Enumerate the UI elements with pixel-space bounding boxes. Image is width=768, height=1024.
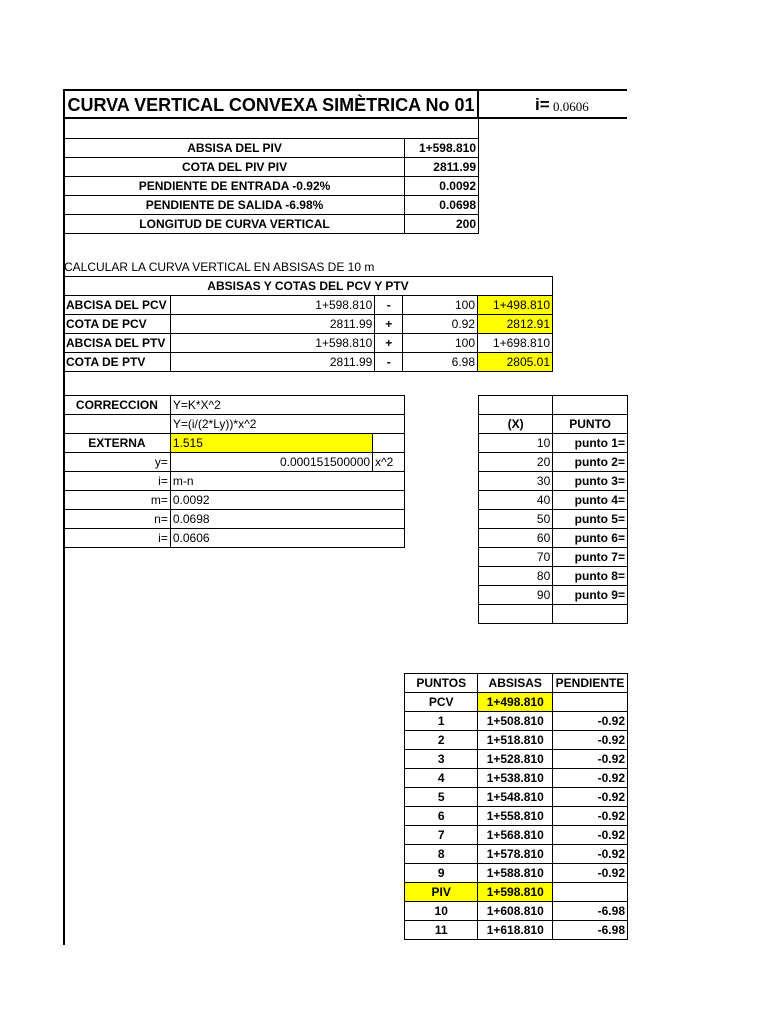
punto-absisa: 1+508.810 — [478, 712, 553, 731]
y-value: 0.000151500000 — [170, 453, 372, 472]
pendiente-header: PENDIENTE — [553, 674, 628, 693]
piv-table — [64, 138, 479, 234]
punto-pendiente: -6.98 — [553, 921, 628, 940]
x-value: 80 — [479, 567, 553, 586]
punto-label: punto 5= — [553, 510, 628, 529]
x-table-row — [479, 491, 628, 510]
punto-pendiente: -0.92 — [553, 712, 628, 731]
x-value: 90 — [479, 586, 553, 605]
n-label: n= — [64, 510, 171, 529]
externa-value: 1.515 — [170, 434, 372, 453]
punto-label: punto 3= — [553, 472, 628, 491]
x-value: 60 — [479, 529, 553, 548]
puntos-row — [405, 788, 628, 807]
correccion-table — [63, 395, 405, 548]
row-result: 1+498.810 — [478, 296, 553, 315]
y-label: y= — [64, 453, 171, 472]
punto-header: PUNTO — [553, 415, 628, 434]
pcv-ptv-header: ABSISAS Y COTAS DEL PCV Y PTV — [64, 277, 553, 296]
punto-pendiente — [553, 693, 628, 712]
pcv-ptv-table — [63, 276, 553, 372]
puntos-row — [405, 826, 628, 845]
piv-label: LONGITUD DE CURVA VERTICAL — [65, 215, 405, 234]
page-title: CURVA VERTICAL CONVEXA SIMÈTRICA No 01 — [67, 95, 475, 115]
piv-row — [65, 215, 479, 234]
punto-id: 10 — [405, 902, 478, 921]
puntos-table — [404, 673, 628, 940]
row-operator: - — [375, 296, 403, 315]
pcv-ptv-row — [64, 315, 553, 334]
row-base: 1+598.810 — [170, 296, 374, 315]
punto-absisa: 1+518.810 — [478, 731, 553, 750]
x-table-row — [479, 529, 628, 548]
punto-absisa: 1+568.810 — [478, 826, 553, 845]
puntos-row — [405, 693, 628, 712]
piv-value: 200 — [405, 215, 479, 234]
i2-label: i= — [64, 529, 171, 548]
row-result: 2812.91 — [478, 315, 553, 334]
punto-id: 11 — [405, 921, 478, 940]
punto-label: punto 8= — [553, 567, 628, 586]
row-result: 2805.01 — [478, 353, 553, 372]
piv-value: 0.0698 — [405, 196, 479, 215]
i-formula-label: i= — [64, 472, 171, 491]
x-punto-table — [478, 395, 628, 624]
row-base: 2811.99 — [170, 353, 374, 372]
x-table-row — [479, 510, 628, 529]
punto-absisa: 1+608.810 — [478, 902, 553, 921]
piv-label: PENDIENTE DE ENTRADA -0.92% — [65, 177, 405, 196]
punto-id: 4 — [405, 769, 478, 788]
puntos-header: PUNTOS — [405, 674, 478, 693]
piv-label: PENDIENTE DE SALIDA -6.98% — [65, 196, 405, 215]
x-header: (X) — [479, 415, 553, 434]
piv-row — [65, 139, 479, 158]
x-value: 70 — [479, 548, 553, 567]
piv-row — [65, 196, 479, 215]
punto-id: PIV — [405, 883, 478, 902]
punto-id: 2 — [405, 731, 478, 750]
puntos-header-row — [405, 674, 628, 693]
piv-row — [65, 158, 479, 177]
puntos-row — [405, 750, 628, 769]
pcv-ptv-row — [64, 353, 553, 372]
x-value: 40 — [479, 491, 553, 510]
punto-id: 1 — [405, 712, 478, 731]
punto-id: 7 — [405, 826, 478, 845]
x-table-header-row — [479, 415, 628, 434]
punto-id: 6 — [405, 807, 478, 826]
x-value: 30 — [479, 472, 553, 491]
x-table-row — [479, 567, 628, 586]
punto-id: 8 — [405, 845, 478, 864]
n-value: 0.0698 — [170, 510, 404, 529]
row-operator: + — [375, 315, 403, 334]
puntos-row — [405, 807, 628, 826]
row-amount: 0.92 — [403, 315, 478, 334]
x-table-row — [479, 548, 628, 567]
punto-absisa: 1+498.810 — [478, 693, 553, 712]
x-table-row — [479, 434, 628, 453]
punto-label: punto 2= — [553, 453, 628, 472]
piv-value: 0.0092 — [405, 177, 479, 196]
row-amount: 100 — [403, 334, 478, 353]
formula-k: Y=K*X^2 — [170, 396, 404, 415]
piv-value: 1+598.810 — [405, 139, 479, 158]
pcv-ptv-row — [64, 296, 553, 315]
punto-absisa: 1+598.810 — [478, 883, 553, 902]
m-label: m= — [64, 491, 171, 510]
punto-pendiente — [553, 883, 628, 902]
row-label: ABCISA DEL PCV — [64, 296, 171, 315]
puntos-row — [405, 712, 628, 731]
piv-label: COTA DEL PIV PIV — [65, 158, 405, 177]
i-formula: m-n — [170, 472, 404, 491]
puntos-row — [405, 845, 628, 864]
row-base: 2811.99 — [170, 315, 374, 334]
piv-label: ABSISA DEL PIV — [65, 139, 405, 158]
punto-label: punto 4= — [553, 491, 628, 510]
punto-label: punto 1= — [553, 434, 628, 453]
pcv-ptv-header-row — [64, 277, 553, 296]
punto-pendiente: -0.92 — [553, 807, 628, 826]
punto-absisa: 1+558.810 — [478, 807, 553, 826]
puntos-row — [405, 921, 628, 940]
pcv-ptv-row — [64, 334, 553, 353]
row-result: 1+698.810 — [478, 334, 553, 353]
punto-pendiente: -0.92 — [553, 864, 628, 883]
row-amount: 6.98 — [403, 353, 478, 372]
punto-id: 3 — [405, 750, 478, 769]
punto-absisa: 1+528.810 — [478, 750, 553, 769]
punto-label: punto 7= — [553, 548, 628, 567]
puntos-row — [405, 883, 628, 902]
row-label: COTA DE PTV — [64, 353, 171, 372]
punto-absisa: 1+548.810 — [478, 788, 553, 807]
punto-label: punto 9= — [553, 586, 628, 605]
row-operator: + — [375, 334, 403, 353]
row-base: 1+598.810 — [170, 334, 374, 353]
x-table-row — [479, 453, 628, 472]
row-label: COTA DE PCV — [64, 315, 171, 334]
punto-absisa: 1+618.810 — [478, 921, 553, 940]
x-value: 50 — [479, 510, 553, 529]
m-value: 0.0092 — [170, 491, 404, 510]
puntos-row — [405, 864, 628, 883]
i-value: 0.0606 — [553, 99, 589, 114]
i-label: i= — [535, 95, 550, 114]
row-label: ABCISA DEL PTV — [64, 334, 171, 353]
i2-value: 0.0606 — [170, 529, 404, 548]
formula-i-ly: Y=(i/(2*Ly))*x^2 — [170, 415, 404, 434]
punto-pendiente: -0.92 — [553, 731, 628, 750]
punto-pendiente: -0.92 — [553, 845, 628, 864]
punto-label: punto 6= — [553, 529, 628, 548]
punto-absisa: 1+588.810 — [478, 864, 553, 883]
punto-id: 5 — [405, 788, 478, 807]
punto-absisa: 1+578.810 — [478, 845, 553, 864]
punto-absisa: 1+538.810 — [478, 769, 553, 788]
puntos-row — [405, 731, 628, 750]
x-value: 10 — [479, 434, 553, 453]
correccion-label: CORRECCION — [64, 396, 171, 415]
row-operator: - — [375, 353, 403, 372]
x-table-row — [479, 472, 628, 491]
punto-pendiente: -0.92 — [553, 750, 628, 769]
piv-value: 2811.99 — [405, 158, 479, 177]
punto-id: 9 — [405, 864, 478, 883]
punto-pendiente: -0.92 — [553, 769, 628, 788]
calc-note: CALCULAR LA CURVA VERTICAL EN ABSISAS DE 10 m — [64, 260, 375, 274]
punto-pendiente: -6.98 — [553, 902, 628, 921]
row-amount: 100 — [403, 296, 478, 315]
absisas-header: ABSISAS — [478, 674, 553, 693]
x-table-row — [479, 586, 628, 605]
externa-label: EXTERNA — [64, 434, 171, 453]
punto-pendiente: -0.92 — [553, 826, 628, 845]
x-table-blank-row — [479, 396, 628, 415]
x-value: 20 — [479, 453, 553, 472]
y-unit: x^2 — [373, 453, 405, 472]
punto-id: PCV — [405, 693, 478, 712]
puntos-row — [405, 902, 628, 921]
x-table-empty-row — [479, 605, 628, 624]
punto-pendiente: -0.92 — [553, 788, 628, 807]
piv-row — [65, 177, 479, 196]
puntos-row — [405, 769, 628, 788]
title-spacer-row — [63, 119, 479, 139]
